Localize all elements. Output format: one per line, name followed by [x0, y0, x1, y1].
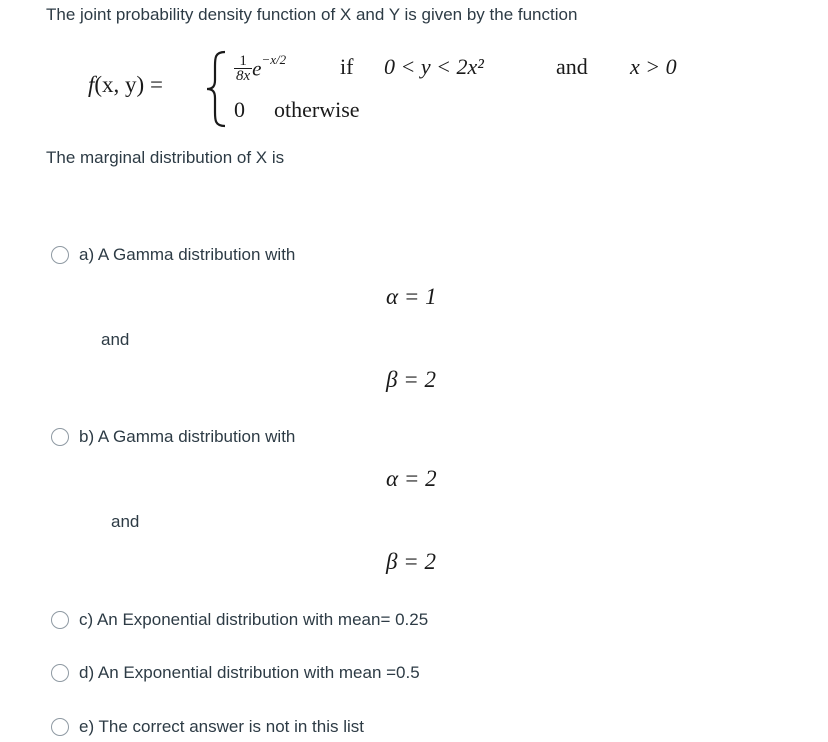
option-d-label[interactable]: d) An Exponential distribution with mean =0.5 [79, 663, 420, 682]
option-a-label[interactable]: a) A Gamma distribution with [79, 245, 296, 264]
formula-case-2-text: otherwise [274, 97, 360, 122]
formula-fraction-denominator: 8x [236, 68, 251, 85]
option-a-radio[interactable] [51, 246, 69, 264]
formula-and-word: and [556, 54, 588, 79]
formula-lhs [88, 72, 163, 98]
option-a-alpha: α = 1 [386, 284, 437, 309]
formula-condition-x: x > 0 [630, 54, 677, 79]
option-e-radio[interactable] [51, 718, 69, 736]
option-b-and: and [111, 512, 140, 531]
option-c-radio[interactable] [51, 611, 69, 629]
formula-case-2-value: 0 [234, 97, 245, 122]
question-intro: The joint probability density function of X and Y is given by the function [46, 5, 578, 24]
formula-condition-y: 0 < y < 2x² [384, 54, 484, 79]
formula-function-name: f [88, 72, 95, 97]
option-a-beta: β = 2 [386, 367, 436, 392]
option-c-label[interactable]: c) An Exponential distribution with mean= 0.25 [79, 610, 429, 629]
formula-fraction-numerator: 1 [234, 54, 252, 69]
formula-arguments: (x, y) = [94, 72, 163, 97]
option-b-radio[interactable] [51, 428, 69, 446]
question-prompt: The marginal distribution of X is [46, 148, 285, 167]
option-b-alpha: α = 2 [386, 466, 437, 491]
option-a-and: and [101, 330, 130, 349]
option-e-label[interactable]: e) The correct answer is not in this list [79, 717, 365, 736]
formula-case-1 [234, 52, 286, 84]
option-d-radio[interactable] [51, 664, 69, 682]
option-b-label[interactable]: b) A Gamma distribution with [79, 427, 296, 446]
formula-exponent: −x/2 [261, 52, 287, 67]
formula-exponential-base: e [252, 56, 262, 81]
formula-left-brace [205, 50, 231, 128]
option-b-beta: β = 2 [386, 549, 436, 574]
formula-fraction [234, 54, 252, 84]
formula-if-word: if [340, 54, 354, 79]
